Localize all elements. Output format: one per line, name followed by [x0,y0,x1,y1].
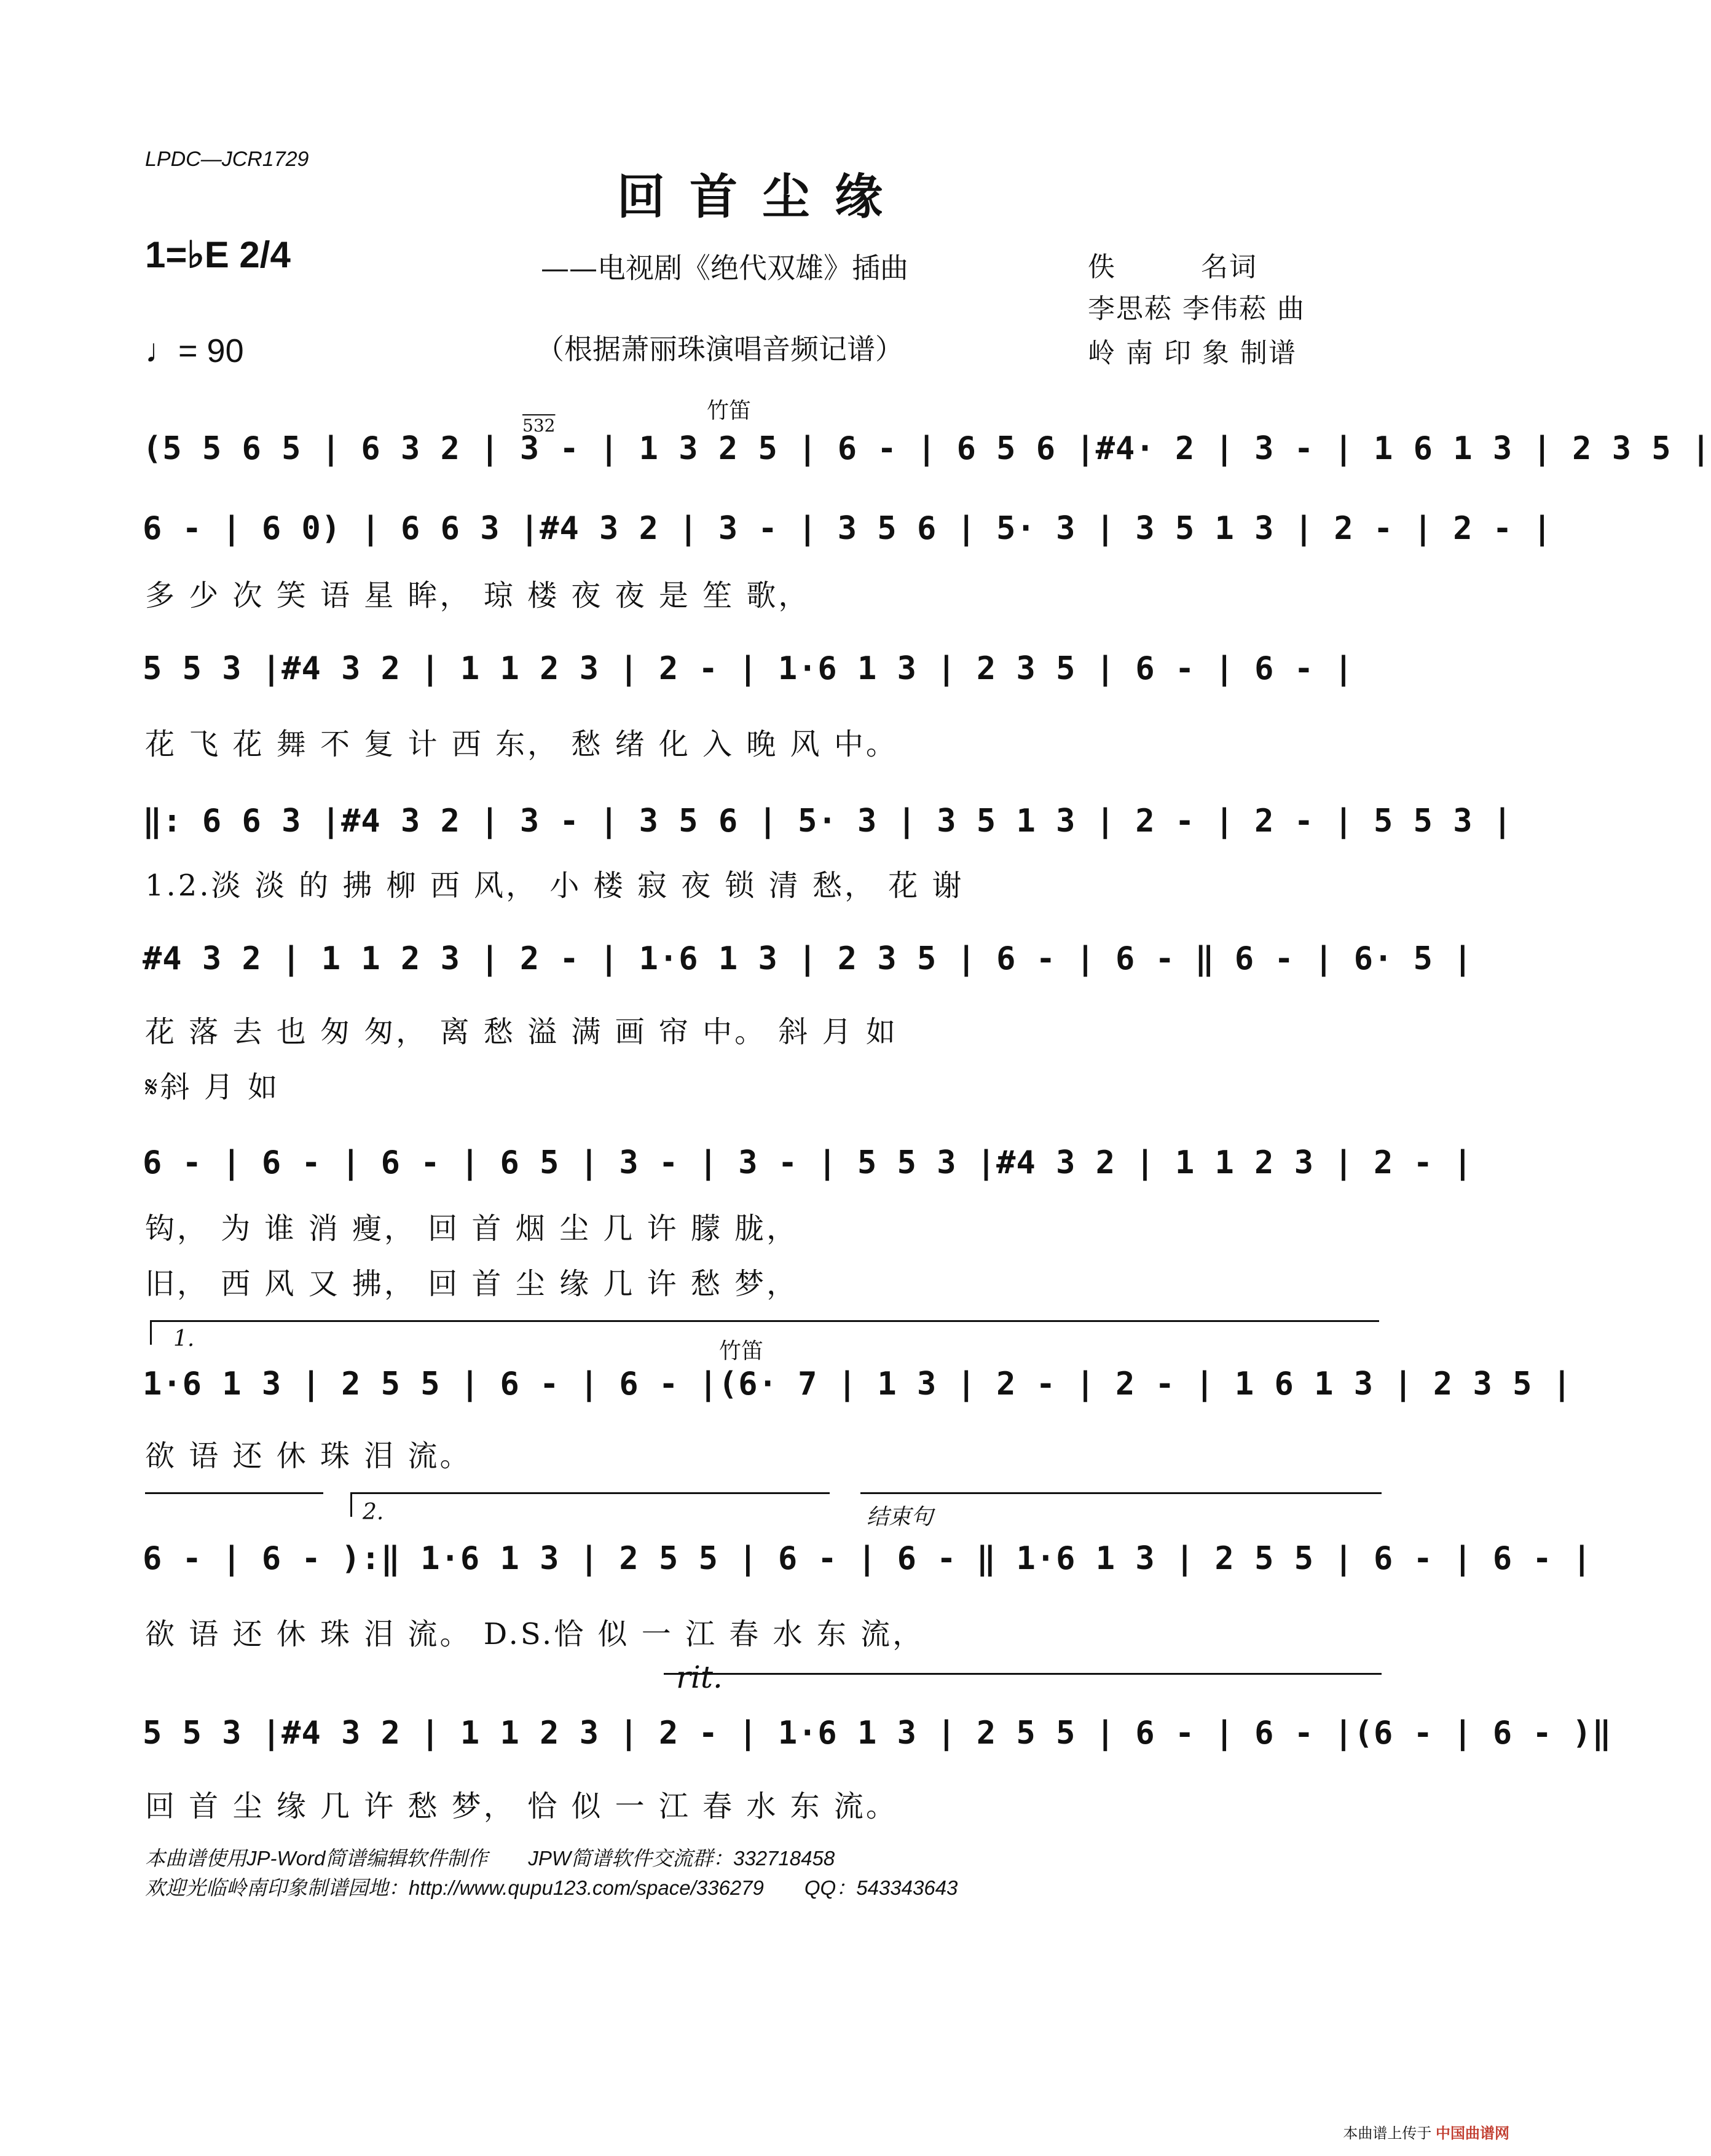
coda-bracket [860,1492,1382,1494]
coda-label: 结束句 [867,1505,934,1530]
footer-line-2: 欢迎光临岭南印象制谱园地：http://www.qupu123.com/space/336279 QQ：543343643 [145,1876,958,1899]
subtitle: ——电视剧《绝代双雄》插曲 [541,251,908,285]
score-code: LPDC—JCR1729 [145,148,309,171]
footer-line-1: 本曲谱使用JP-Word简谱编辑软件制作 JPW简谱软件交流群：332718458 [145,1847,835,1870]
lyric-line: 回 首 尘 缘 几 许 愁 梦， 恰 似 一 江 春 水 东 流。 [145,1789,898,1824]
volta-1: 1. [173,1326,195,1351]
key-signature: 1=♭E 2/4 [145,234,291,275]
music-system-2: 6 - | 6 0) | 6 6 3 |#4 3 2 | 3 - | 3 5 6 | 5· 3 | 3 5 1 3 | 2 - | 2 - | [143,510,1552,547]
volta-bracket-2-hook [350,1492,352,1517]
stamp-site: 中国曲谱网 [1436,2125,1509,2142]
credit-lyricist: 佚 名词 [1088,251,1257,283]
volta-bracket-2 [350,1492,830,1494]
lyric-line: 花 飞 花 舞 不 复 计 西 东， 愁 绪 化 入 晚 风 中。 [145,727,898,761]
volta-bracket-1-end [145,1492,323,1494]
music-system-1: (5 5 6 5 | 6 3 2 | 3 - | 1 3 2 5 | 6 - | 6 5 6 |#4· 2 | 3 - | 1 6 1 3 | 2 3 5 | [143,430,1711,467]
instrument-mark: 竹笛 [707,398,752,423]
volta-2: 2. [363,1500,384,1525]
music-system-5: #4 3 2 | 1 1 2 3 | 2 - | 1·6 1 3 | 2 3 5 | 6 - | 6 - ‖ 6 - | 6· 5 | [143,940,1473,977]
credit-transcriber: 岭 南 印 象 制谱 [1088,337,1297,369]
ritardando: rit. [676,1659,723,1695]
music-system-3: 5 5 3 |#4 3 2 | 1 1 2 3 | 2 - | 1·6 1 3 | 2 3 5 | 6 - | 6 - | [143,650,1354,687]
music-system-8: 6 - | 6 - ):‖ 1·6 1 3 | 2 5 5 | 6 - | 6 - ‖ 1·6 1 3 | 2 5 5 | 6 - | 6 - | [143,1540,1592,1577]
volta-bracket-1-hook [150,1320,152,1345]
lyric-line: 欲 语 还 休 珠 泪 流。 [145,1439,472,1473]
music-system-4: ‖: 6 6 3 |#4 3 2 | 3 - | 3 5 6 | 5· 3 | 3 5 1 3 | 2 - | 2 - | 5 5 3 | [143,803,1513,840]
lyric-line: 钩， 为 谁 消 瘦， 回 首 烟 尘 几 许 朦 胧， [145,1211,799,1246]
music-system-7: 1·6 1 3 | 2 5 5 | 6 - | 6 - |(6· 7 | 1 3 | 2 - | 2 - | 1 6 1 3 | 2 3 5 | [143,1366,1573,1403]
lyric-line: 花 落 去 也 匆 匆， 离 愁 溢 满 画 帘 中。 斜 月 如 [145,1015,898,1049]
music-system-6: 6 - | 6 - | 6 - | 6 5 | 3 - | 3 - | 5 5 3 |#4 3 2 | 1 1 2 3 | 2 - | [143,1144,1473,1181]
credit-composer: 李思菘 李伟菘 曲 [1088,293,1305,325]
lyric-line: 1.2.淡 淡 的 拂 柳 西 风， 小 楼 寂 夜 锁 清 愁， 花 谢 [145,868,964,903]
lyric-line: 多 少 次 笑 语 星 眸， 琼 楼 夜 夜 是 笙 歌， [145,578,811,613]
volta-bracket-1 [150,1320,1379,1322]
lyric-line: 𝄋斜 月 如 [145,1070,280,1104]
source-note: （根据萧丽珠演唱音频记谱） [536,332,903,366]
instrument-mark: 竹笛 [719,1339,764,1364]
lyric-line: 欲 语 还 休 珠 泪 流。 D.S.恰 似 一 江 春 水 东 流， [145,1617,925,1651]
lyric-line: 旧， 西 风 又 拂， 回 首 尘 缘 几 许 愁 梦， [145,1267,799,1301]
rit-bracket [664,1673,1382,1675]
song-title: 回首尘缘 [616,169,907,225]
site-stamp [1343,2121,1509,2142]
music-system-9: 5 5 3 |#4 3 2 | 1 1 2 3 | 2 - | 1·6 1 3 | 2 5 5 | 6 - | 6 - |(6 - | 6 - )‖ [143,1715,1612,1752]
grace-notes: 532 [522,415,556,436]
stamp-prefix: 本曲谱上传于 [1343,2125,1432,2142]
tempo-marking: ♩= 90 [145,332,244,369]
